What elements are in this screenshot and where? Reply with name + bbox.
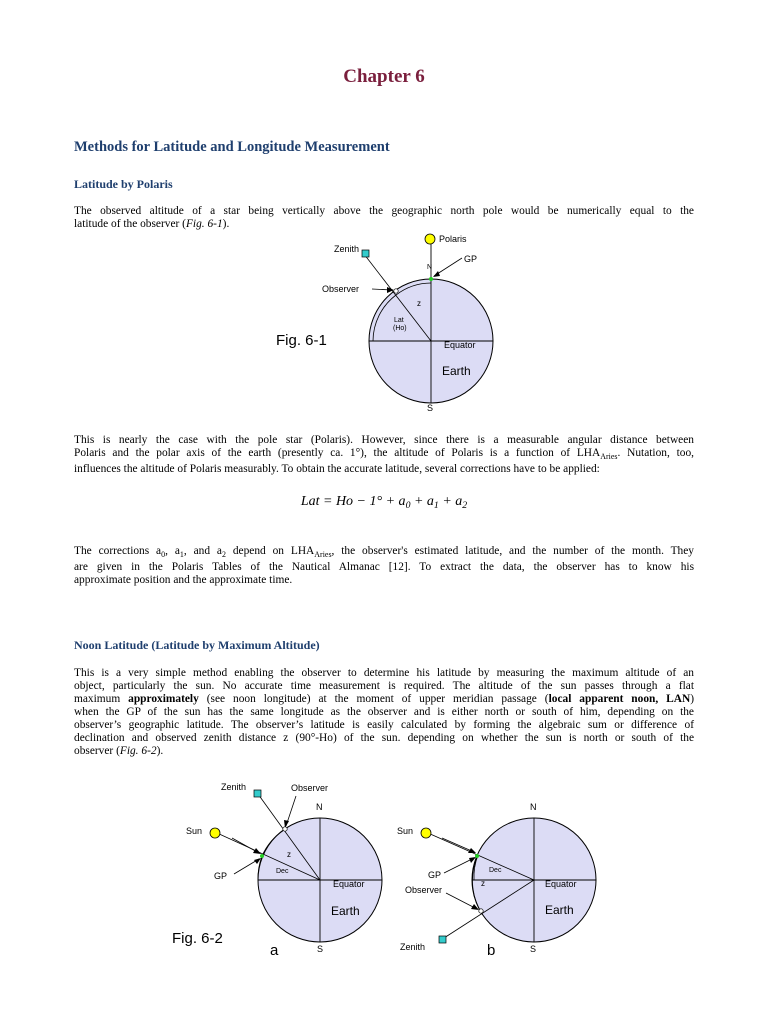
label-observer: Observer <box>291 783 329 793</box>
text-span: ). <box>156 745 164 757</box>
subscript: 0 <box>405 500 411 511</box>
label-b: b <box>487 942 496 959</box>
paragraph-polaris-corrections <box>74 434 694 476</box>
text-span: maximum <box>74 693 129 705</box>
label-z: z <box>481 879 485 888</box>
label-earth: Earth <box>442 364 471 378</box>
label-a: a <box>270 942 279 959</box>
text-line: influences the altitude of Polaris measurably. To obtain the accurate latitude, several corrections have to be applied: <box>74 463 600 475</box>
figure-6-2a <box>172 782 382 959</box>
figure-caption: Fig. 6-2 <box>172 930 223 947</box>
arrow-head <box>253 848 261 854</box>
text-span: , the observer's estimated latitude, and the number of the month. They <box>331 545 694 557</box>
label-sun: Sun <box>186 826 203 836</box>
gp-dot <box>475 854 479 858</box>
figure-caption: Fig. 6-1 <box>276 332 327 349</box>
arrow-head <box>468 848 476 853</box>
bold-text: local apparent noon, LAN <box>548 693 691 705</box>
text-span: ). <box>222 218 230 230</box>
subsection-noon-latitude: Noon Latitude (Latitude by Maximum Altitude) <box>74 638 320 652</box>
label-observer: Observer <box>322 284 360 294</box>
observer-dot <box>479 909 483 913</box>
label-equator: Equator <box>444 340 476 350</box>
text-line: object, particularly the sun. No accurate time measurement is required. The altitude of the sun passes through a flat <box>74 680 694 692</box>
label-n: N <box>316 802 323 812</box>
text-line: declination and observed zenith distance z (90°-Ho) of the sun. depending on whether the sun is north or south of the <box>74 732 694 744</box>
subscript: 2 <box>221 550 226 559</box>
subsection-polaris: Latitude by Polaris <box>74 177 173 191</box>
sun-arrow <box>442 838 474 852</box>
label-dec: Dec <box>489 867 502 874</box>
label-n: N <box>427 264 433 271</box>
label-gp: GP <box>428 870 442 880</box>
text-line: This is nearly the case with the pole star (Polaris). However, since there is a measurable angular distance between <box>74 434 694 446</box>
label-z: z <box>287 850 291 859</box>
text-span: . Nutation, too, <box>617 447 694 459</box>
label-zenith: Zenith <box>221 782 247 792</box>
text-line <box>74 745 694 758</box>
label-earth: Earth <box>545 903 574 917</box>
label-s: S <box>427 403 434 413</box>
label-earth: Earth <box>331 904 360 918</box>
bold-text: approximately <box>128 693 199 705</box>
label-dec: Dec <box>276 868 289 875</box>
label-n: N <box>530 802 537 812</box>
text-line: when the GP of the sun has the same longitude as the observer and is either north or south of him, depending on the <box>74 706 694 718</box>
observer-dot <box>283 827 287 831</box>
text-line <box>74 447 694 463</box>
text-span: depend on LHA <box>225 545 315 557</box>
polaris-star-icon <box>425 234 435 244</box>
figure-6-2b <box>397 802 596 959</box>
label-observer: Observer <box>405 885 443 895</box>
text-line: approximate position and the approximate time. <box>74 574 293 586</box>
formula-lhs: Lat <box>300 494 320 509</box>
chapter-title: Chapter 6 <box>343 66 425 87</box>
text-line <box>74 693 694 706</box>
label-gp: GP <box>214 871 228 881</box>
label-z: z <box>417 299 421 308</box>
label-equator: Equator <box>545 879 577 889</box>
text-span: , a <box>165 545 180 557</box>
fig-ref: Fig. 6-2 <box>119 745 157 757</box>
label-ho: (Ho) <box>393 325 407 332</box>
text-span: (see noon longitude) at the moment of upper meridian passage ( <box>198 693 549 705</box>
label-polaris: Polaris <box>439 234 467 244</box>
paragraph-noon-latitude <box>74 667 694 758</box>
subscript: 0 <box>161 550 166 559</box>
text-line: This is a very simple method enabling the observer to determine his latitude by measuring the maximum altitude of an <box>74 667 694 679</box>
zenith-marker-icon <box>439 936 446 943</box>
arrow-head <box>433 271 440 277</box>
observer-dot <box>394 289 398 293</box>
figure-6-1 <box>260 228 520 418</box>
text-span: ) <box>690 693 694 705</box>
text-span: , and a <box>183 545 222 557</box>
paragraph-corrections-source <box>74 545 694 587</box>
sun-icon <box>421 828 431 838</box>
subscript: Aries <box>314 550 332 559</box>
fig-ref: Fig. 6-1 <box>185 218 223 230</box>
text-line: are given in the Polaris Tables of the Nautical Almanac [12]. To extract the data, the observer has to know his <box>74 561 694 573</box>
label-lat: Lat <box>394 317 404 324</box>
subscript: 1 <box>433 500 439 511</box>
zenith-marker-icon <box>254 790 261 797</box>
text-span: latitude of the observer ( <box>74 218 186 230</box>
gp-dot <box>260 854 264 858</box>
subscript: 2 <box>462 500 468 511</box>
text-line <box>74 545 694 561</box>
observer-pointer <box>446 893 477 909</box>
sun-icon <box>210 828 220 838</box>
label-zenith: Zenith <box>400 942 426 952</box>
subscript: 1 <box>179 550 184 559</box>
figure-6-2 <box>160 772 600 962</box>
label-s: S <box>317 944 324 954</box>
text-span: observer ( <box>74 745 120 757</box>
latitude-formula <box>0 494 768 511</box>
subscript: Aries <box>600 452 618 461</box>
formula-part: = Ho − 1° + a <box>319 494 406 509</box>
label-sun: Sun <box>397 826 414 836</box>
zenith-marker-icon <box>362 250 369 257</box>
gp-dot <box>429 277 433 281</box>
text-line: observer’s geographic latitude. The observer’s latitude is easily calculated by forming the algebraic sum or difference of <box>74 719 694 731</box>
gp-pointer <box>444 858 474 873</box>
label-s: S <box>530 944 537 954</box>
formula-part: + a <box>438 494 463 509</box>
formula-part: + a <box>410 494 434 509</box>
label-equator: Equator <box>333 879 365 889</box>
text-span: The corrections a <box>74 545 162 557</box>
text-line: The observed altitude of a star being vertically above the geographic north pole would be numerically equal to the <box>74 205 694 217</box>
label-gp: GP <box>464 254 478 264</box>
text-span: Polaris and the polar axis of the earth (presently ca. 1°), the altitude of Polaris is a function of LHA <box>74 447 601 459</box>
label-zenith: Zenith <box>334 244 360 254</box>
section-title: Methods for Latitude and Longitude Measurement <box>74 139 390 155</box>
